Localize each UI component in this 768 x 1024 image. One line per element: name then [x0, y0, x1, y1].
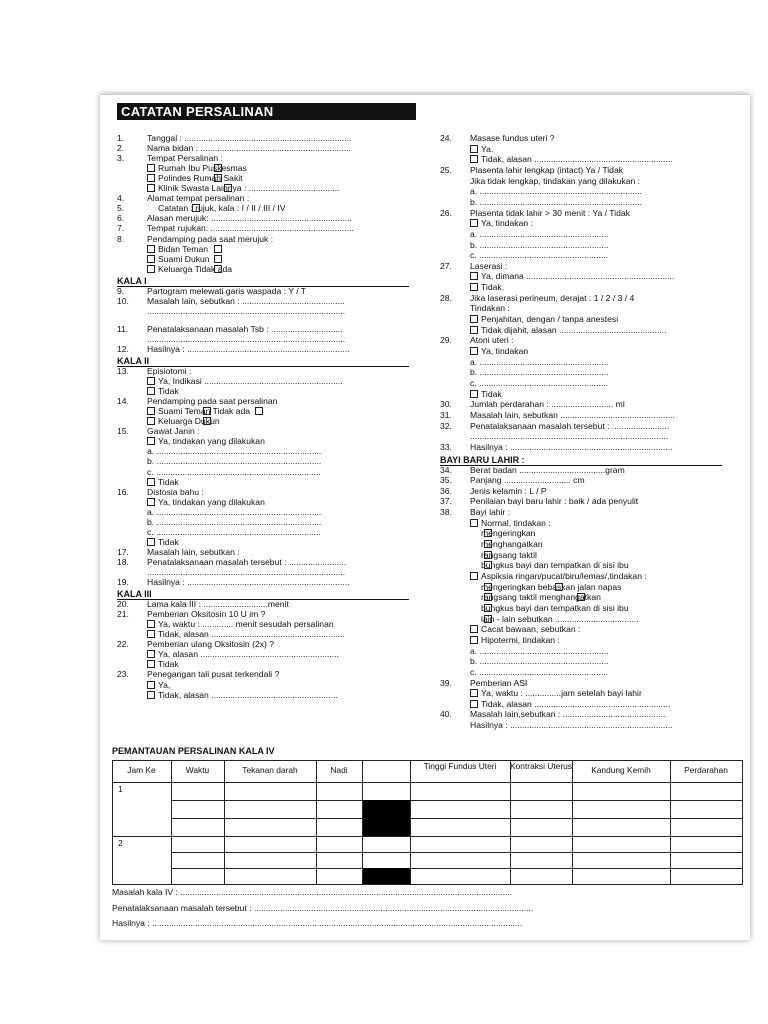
item-text: a. .....................................................................: [147, 446, 322, 457]
item-number: 21.: [117, 609, 129, 620]
item-text: Episiotomi :: [147, 366, 192, 376]
table-cell[interactable]: [510, 836, 573, 853]
checkbox[interactable]: [470, 155, 478, 163]
column-header: Tinggi Fundus Uteri: [423, 761, 497, 771]
item-number: 30.: [440, 399, 452, 410]
checkbox[interactable]: [470, 145, 478, 153]
item-text: bungkus bayi dan tempatkan di sisi ibu: [481, 602, 629, 613]
checkbox[interactable]: [147, 478, 155, 486]
checkbox[interactable]: [484, 529, 492, 537]
item-text: Pendamping pada saat persalinan: [147, 396, 278, 407]
table-cell[interactable]: [510, 868, 573, 885]
item-text: Masalah lain, sebutkan :: [147, 546, 240, 557]
item-number: 2.: [117, 143, 125, 154]
checkbox[interactable]: [147, 660, 155, 668]
item-text: Penegangan tali pusat terkendali ?: [147, 669, 280, 680]
item-text: Tidak dijahit, alasan .............................................: [481, 324, 667, 335]
item-text: Masase fundus uteri ?: [470, 133, 555, 143]
item-number: 26.: [440, 207, 452, 218]
item-number: 31.: [440, 409, 452, 420]
table-cell[interactable]: [410, 782, 511, 801]
table-cell[interactable]: [410, 852, 511, 869]
column-header: Tekanan darah: [242, 765, 298, 775]
table-cell[interactable]: [362, 782, 411, 801]
table-cell[interactable]: [670, 868, 743, 885]
checkbox[interactable]: [214, 255, 222, 263]
checkbox[interactable]: [147, 174, 155, 182]
item-number: 40.: [440, 709, 452, 720]
item-text: Ya, waktu : ...............jam setelah bayi lahir: [481, 688, 642, 699]
item-text: Bayi lahir :: [470, 507, 511, 518]
item-text: Atoni uteri :: [470, 335, 514, 346]
column-header: Perdarahan: [684, 765, 728, 775]
table-cell[interactable]: [670, 800, 743, 819]
item-text: Tindakan :: [470, 303, 510, 314]
item-text: Suami Teman Tidak ada: [158, 406, 251, 417]
checkbox[interactable]: [470, 390, 478, 398]
item-text: Tidak: [158, 386, 179, 397]
table-cell[interactable]: [410, 818, 511, 837]
item-text: Ya, dimana ..............................................................: [481, 271, 675, 282]
item-text: Klinik Swasta Lainnya : ......................................: [158, 183, 340, 194]
checkbox[interactable]: [147, 387, 155, 395]
checkbox[interactable]: [203, 407, 211, 415]
item-text: Ya, tindakan yang dilakukan: [158, 436, 265, 447]
item-number: 29.: [440, 335, 452, 346]
item-text: b. ....................................................................: [470, 196, 642, 207]
item-text: Penatalaksanaan masalah tersebut : ........................: [470, 420, 670, 431]
item-number: 11.: [117, 323, 129, 334]
item-text: Panjang ............................ cm: [470, 475, 585, 486]
kala4-title: PEMANTAUAN PERSALINAN KALA IV: [112, 746, 275, 756]
item-number: 18.: [117, 556, 129, 567]
item-text: Alasan merujuk: ...........................................................: [147, 213, 352, 224]
item-number: 24.: [440, 133, 452, 143]
item-text: Cacat bawaan, sebutkan :: [481, 624, 581, 635]
item-text: ...................................................................................: [470, 431, 669, 442]
shaded-cell: [363, 868, 410, 884]
item-text: Partogram melewati garis waspada : Y / T: [147, 285, 307, 296]
checkbox[interactable]: [470, 572, 478, 580]
table-cell[interactable]: [572, 800, 671, 819]
checkbox[interactable]: [147, 681, 155, 689]
item-text: Keluarga Dukun: [158, 416, 220, 427]
item-text: Hasilnya : ....................................................................: [470, 441, 673, 452]
item-text: Distosia bahu :: [147, 486, 204, 497]
checkbox[interactable]: [192, 204, 200, 212]
item-number: 35.: [440, 475, 452, 486]
item-text: c. .....................................................................: [147, 466, 321, 477]
checkbox[interactable]: [147, 164, 155, 172]
item-number: 39.: [440, 677, 452, 688]
item-text: a. .....................................................................: [147, 506, 322, 517]
table-cell[interactable]: [171, 800, 225, 819]
form-sheet: [100, 94, 750, 940]
item-text: rangsang taktil: [481, 549, 537, 560]
page-title: CATATAN PERSALINAN: [117, 103, 416, 120]
checkbox[interactable]: [470, 519, 478, 527]
checkbox[interactable]: [484, 551, 492, 559]
checkbox[interactable]: [470, 700, 478, 708]
item-text: Penatalaksanaan masalah Tsb : ..............................: [147, 323, 343, 334]
item-number: 28.: [440, 292, 452, 303]
item-text: ...................................................................................: [147, 567, 346, 577]
item-text: b. ......................................................: [470, 656, 609, 667]
table-cell[interactable]: [362, 836, 411, 853]
item-text: Tidak: [158, 659, 179, 670]
item-number: 15.: [117, 426, 129, 437]
item-text: menghangatkan: [481, 539, 543, 550]
section-heading: KALA II: [117, 356, 150, 366]
checkbox[interactable]: [147, 417, 155, 425]
item-text: Tanggal : ......................................................................: [147, 133, 352, 143]
item-text: Rumah Ibu Puskesmas: [158, 163, 247, 174]
item-text: Jika laserasi perineum, derajat : 1 / 2 / 3 / 4: [470, 292, 635, 303]
item-text: Penjahitan, dengan / tanpa anestesi: [481, 314, 619, 325]
item-number: 16.: [117, 486, 129, 497]
item-text: c. ......................................................: [470, 250, 609, 261]
column-header: Nadi: [330, 765, 348, 775]
item-text: a. ......................................................: [470, 645, 609, 656]
checkbox[interactable]: [147, 265, 155, 273]
table-cell[interactable]: [510, 782, 573, 801]
section-heading: KALA I: [117, 275, 147, 286]
item-text: Bidan Teman: [158, 243, 209, 254]
item-text: Ya, tindakan: [481, 346, 529, 356]
checkbox[interactable]: [470, 347, 478, 355]
item-text: Tidak.: [481, 282, 505, 293]
item-text: Pendamping pada saat merujuk :: [147, 233, 274, 244]
item-text: Tidak, alasan .....................................................: [158, 689, 338, 700]
item-text: Lama kala III : ...........................menit: [147, 599, 289, 610]
item-number: 22.: [117, 639, 129, 650]
table-cell[interactable]: [510, 852, 573, 869]
checkbox[interactable]: [470, 636, 478, 644]
item-text: Ya,: [158, 679, 171, 690]
item-text: Tidak: [481, 388, 502, 399]
checkbox[interactable]: [484, 540, 492, 548]
table-cell[interactable]: [316, 852, 363, 869]
item-text: Tidak: [158, 536, 179, 547]
item-number: 12.: [117, 343, 129, 354]
item-number: 9.: [117, 285, 125, 296]
checkbox[interactable]: [147, 245, 155, 253]
item-text: Masalah lain, sebutkan ................................................: [470, 409, 675, 420]
column-header: Waktu: [185, 765, 210, 775]
checkbox[interactable]: [255, 407, 263, 415]
item-number: 20.: [117, 599, 129, 610]
column-header: Kontraksi Uterus: [510, 761, 572, 771]
table-cell[interactable]: [316, 818, 363, 837]
item-number: 7.: [117, 223, 125, 234]
table-cell[interactable]: [410, 800, 511, 819]
checkbox[interactable]: [147, 407, 155, 415]
item-number: 19.: [117, 577, 129, 588]
item-text: Normal, tindakan :: [481, 517, 551, 528]
item-text: Laserasi :: [470, 260, 508, 271]
item-number: 37.: [440, 496, 452, 507]
item-text: Ya, Indikasi ..........................................................: [158, 376, 343, 387]
table-cell[interactable]: [410, 868, 511, 885]
item-number: 1.: [117, 133, 125, 143]
checkbox[interactable]: [224, 184, 232, 192]
footer-hasil: Hasilnya : ...........................................................................................................................................................: [112, 918, 523, 928]
table-cell[interactable]: [410, 836, 511, 853]
checkbox[interactable]: [577, 593, 585, 601]
item-text: mengeringkan bebaskan jalan napas: [481, 581, 622, 592]
item-text: Alamat tempat persalinan :: [147, 193, 250, 204]
table-cell[interactable]: [224, 836, 317, 853]
item-text: Pemberian Oksitosin 10 U im ?: [147, 609, 266, 620]
table-cell[interactable]: [171, 836, 225, 853]
checkbox[interactable]: [147, 255, 155, 263]
item-text: Tidak, alasan ..........................................................: [481, 154, 673, 165]
checkbox[interactable]: [147, 437, 155, 445]
checkbox[interactable]: [470, 219, 478, 227]
item-text: b. .....................................................................: [147, 456, 322, 467]
table-cell[interactable]: [572, 818, 671, 837]
checkbox[interactable]: [147, 620, 155, 628]
item-text: Ya, tindakan :: [481, 218, 533, 229]
table-cell[interactable]: [670, 818, 743, 837]
table-cell[interactable]: [224, 782, 317, 801]
item-text: Ya, waktu : ............. menit sesudah persalinan: [158, 619, 334, 630]
item-text: rangsang taktil menghangatkan: [481, 592, 601, 603]
footer-penatalaksanaan: Penatalaksanaan masalah tersebut : .....................................................................................................................: [112, 903, 534, 913]
checkbox[interactable]: [147, 377, 155, 385]
item-text: Jika tidak lengkap, tindakan yang dilakukan :: [470, 175, 641, 186]
item-number: 4.: [117, 193, 125, 204]
item-text: Tidak: [158, 476, 179, 487]
table-cell[interactable]: [670, 782, 743, 801]
table-cell[interactable]: [171, 868, 225, 885]
item-text: Plasenta lahir lengkap (intact) Ya / Tidak: [470, 164, 624, 175]
table-cell[interactable]: [224, 868, 317, 885]
item-number: 38.: [440, 507, 452, 518]
table-cell[interactable]: [510, 800, 573, 819]
item-text: bungkus bayi dan tempatkan di sisi ibu: [481, 560, 629, 571]
item-text: a. ......................................................: [470, 228, 609, 239]
checkbox[interactable]: [484, 583, 492, 591]
item-text: c. ......................................................: [470, 377, 609, 388]
table-cell[interactable]: [316, 868, 363, 885]
table-cell[interactable]: [572, 782, 671, 801]
item-text: Plasenta tidak lahir > 30 menit : Ya / Tidak: [470, 207, 630, 218]
item-number: 5.: [117, 203, 125, 214]
item-text: Aspiksia ringan/pucat/biru/lemas/,tindakan :: [481, 571, 647, 581]
item-text: Hipotermi, tindakan :: [481, 634, 560, 645]
footer-masalah: Masalah kala IV : ...........................................................................................................................................: [112, 887, 513, 897]
checkbox[interactable]: [484, 561, 492, 569]
item-text: Masalah lain,sebutkan : ...........................................: [470, 709, 666, 720]
item-number: 17.: [117, 546, 129, 557]
checkbox[interactable]: [470, 326, 478, 334]
item-text: Hasilnya : ....................................................................: [147, 577, 350, 588]
item-text: Tidak, alasan .........................................................: [481, 698, 671, 709]
table-cell[interactable]: [171, 852, 225, 869]
item-text: mengeringkan: [481, 528, 536, 539]
checkbox[interactable]: [203, 417, 211, 425]
checkbox[interactable]: [555, 583, 563, 591]
item-text: Tidak, alasan ........................................................: [158, 629, 345, 640]
table-cell[interactable]: [510, 818, 573, 837]
table-cell[interactable]: [224, 800, 317, 819]
item-number: 25.: [440, 164, 452, 175]
checkbox[interactable]: [147, 650, 155, 658]
checkbox[interactable]: [214, 174, 222, 182]
item-text: Gawat Janin :: [147, 426, 200, 437]
checkbox[interactable]: [147, 691, 155, 699]
table-header-cell: [362, 760, 411, 783]
jam-ke-label: 2: [118, 838, 123, 848]
table-cell[interactable]: [572, 852, 671, 869]
checkbox[interactable]: [214, 245, 222, 253]
item-number: 14.: [117, 396, 129, 407]
checkbox[interactable]: [484, 615, 492, 623]
item-text: Ya, tindakan yang dilakukan: [158, 496, 265, 507]
jam-ke-label: 1: [118, 784, 123, 794]
item-number: 36.: [440, 485, 452, 496]
table-cell[interactable]: [572, 868, 671, 885]
item-text: Pemberian ASI: [470, 677, 528, 688]
item-text: lain - lain sebutkan ...................................: [481, 613, 639, 624]
table-cell[interactable]: [362, 852, 411, 869]
item-text: Keluarga Tidak ada: [158, 263, 233, 274]
checkbox[interactable]: [484, 604, 492, 612]
table-cell[interactable]: [572, 836, 671, 853]
checkbox[interactable]: [484, 593, 492, 601]
checkbox[interactable]: [470, 315, 478, 323]
item-text: a. ......................................................: [470, 356, 609, 367]
kala4-table: [112, 760, 742, 884]
item-text: Catatan : rujuk, kala : I / II / III / IV: [158, 203, 286, 214]
item-text: Nama bidan : ...............................................................: [147, 143, 351, 154]
item-text: Penatalaksanaan masalah tersebut : ........................: [147, 556, 347, 567]
checkbox[interactable]: [470, 625, 478, 633]
item-text: Tempat rujukan: ............................................................: [147, 223, 354, 234]
checkbox[interactable]: [214, 265, 222, 273]
item-text: Berat badan ....................................gram: [470, 464, 625, 475]
item-number: 13.: [117, 366, 129, 376]
item-text: a. ....................................................................: [470, 186, 642, 197]
checkbox[interactable]: [470, 272, 478, 280]
item-text: Masalah lain, sebutkan : ...........................................: [147, 295, 345, 306]
section-heading: BAYI BARU LAHIR :: [440, 454, 525, 465]
item-text: b. ......................................................: [470, 239, 609, 250]
item-text: Polindes Rumah Sakit: [158, 173, 243, 184]
checkbox[interactable]: [147, 630, 155, 638]
item-number: 8.: [117, 233, 125, 244]
item-number: 33.: [440, 441, 452, 452]
item-text: Jenis kelamin : L / P: [470, 485, 547, 496]
item-number: 6.: [117, 213, 125, 224]
table-cell[interactable]: [316, 800, 363, 819]
checkbox[interactable]: [147, 184, 155, 192]
item-text: Ya, alasan ..........................................................: [158, 649, 339, 660]
table-cell[interactable]: [670, 836, 743, 853]
item-text: Penilaian bayi baru lahir : baik / ada penyulit: [470, 496, 639, 507]
item-text: b. .....................................................................: [147, 516, 322, 527]
table-cell[interactable]: [316, 836, 363, 853]
item-text: Tempat Persalinan :: [147, 153, 223, 164]
item-number: 23.: [117, 669, 129, 680]
table-cell[interactable]: [316, 782, 363, 801]
table-cell[interactable]: [224, 818, 317, 837]
section-heading: KALA III: [117, 589, 152, 600]
table-cell[interactable]: [171, 818, 225, 837]
table-cell[interactable]: [670, 852, 743, 869]
checkbox[interactable]: [147, 498, 155, 506]
item-number: 3.: [117, 153, 125, 164]
item-text: Ya.: [481, 143, 494, 154]
shaded-cell: [363, 800, 410, 836]
item-number: 10.: [117, 295, 129, 306]
item-number: 34.: [440, 464, 452, 475]
checkbox[interactable]: [214, 164, 222, 172]
item-text: Hasilnya : ....................................................................: [470, 720, 673, 731]
item-text: b. ......................................................: [470, 367, 609, 378]
item-text: c. .....................................................................: [147, 526, 321, 537]
item-text: Pemberian ulang Oksitosin (2x) ?: [147, 639, 275, 650]
checkbox[interactable]: [147, 538, 155, 546]
checkbox[interactable]: [470, 689, 478, 697]
item-number: 27.: [440, 260, 452, 271]
item-text: Suami Dukun: [158, 253, 210, 264]
table-cell[interactable]: [171, 782, 225, 801]
item-text: Hasilnya : ....................................................................: [147, 343, 350, 354]
item-text: ...................................................................................: [147, 305, 346, 316]
checkbox[interactable]: [470, 283, 478, 291]
column-header: Kandung Kemih: [591, 765, 651, 775]
item-text: c. ......................................................: [470, 666, 609, 677]
item-text: ...................................................................................: [147, 333, 346, 344]
item-text: Jumlah perdarahan : .......................... ml: [470, 399, 625, 410]
item-number: 32.: [440, 420, 452, 431]
column-header: Jam Ke: [127, 765, 156, 775]
table-cell[interactable]: [224, 852, 317, 869]
